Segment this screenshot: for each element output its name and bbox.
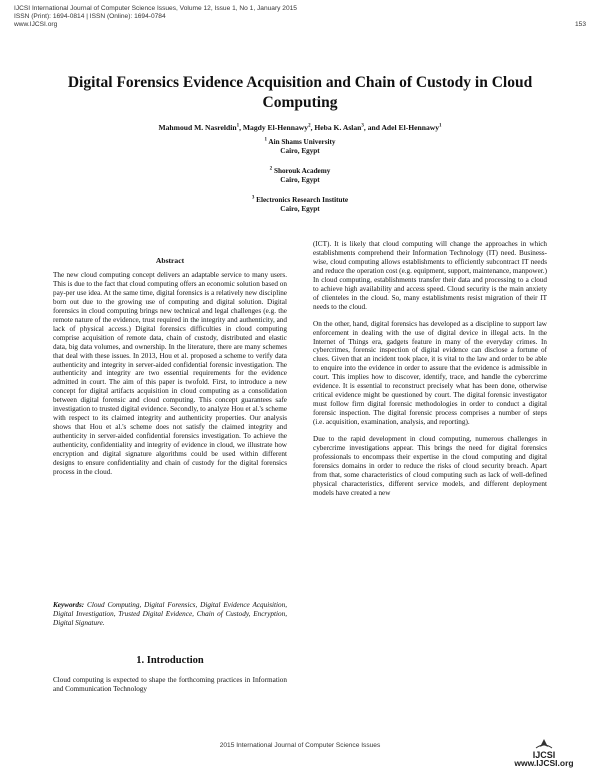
affiliation-name: Electronics Research Institute — [256, 196, 349, 204]
abstract-text: The new cloud computing concept delivers an adaptable service to many users. This is due to the fact that cloud computing offers an economic solution based on pay-per use idea. At the same time, digital forensics is a relatively new discipline born out due to the growing use of computing and digital solution. Digital forensics in cloud computing brings new technical and legal challenges (e.g. the remote nature of the evidence, trust required in the integrity and authenticity, and lack of physical access.) Digital forensics difficulties in cloud computing comprise acquisition of remote data, chain of custody, distributed and elastic data, big data volumes, and ownership. In the literature, there are many schemes that deal with these issues. In 2013, Hou et al. proposed a scheme to verify data authenticity and integrity in server-aided confidential forensic investigation. The authenticity and integrity are two essential requirements for the evidence admitted in court. The aim of this paper is twofold. First, to introduce a new concept for digital artifacts acquisition in cloud computing as a consolidation between digital forensic and cloud computing. This concept guarantees safe investigation to trusted digital evidence. Secondly, to analyze Hou et al.'s scheme with respect to its claimed integrity and authenticity properties. Our analysis shows that Hou et al.'s scheme does not satisfy the claimed integrity and authenticity in server-aided confidential forensics investigation. To achieve the authenticity, confidentiality and integrity of evidence in cloud, we illustrate how encryption and digital signature algorithms could be used within different designs to ensure confidentiality and chain of custody for the digital forensics process in the cloud. — [53, 271, 287, 476]
author-name: Mahmoud M. Nasreldin — [158, 123, 237, 132]
abstract-body — [53, 271, 287, 477]
author-sup: 3 — [361, 123, 364, 129]
affiliation-sup: 3 — [251, 195, 255, 201]
keywords — [53, 601, 287, 628]
affiliation-place: Cairo, Egypt — [280, 176, 320, 184]
affiliation-3 — [150, 196, 450, 214]
page-number: 153 — [574, 21, 586, 28]
body-paragraph: On the other, hand, digital forensics has developed as a discipline to support law enforcement in dealing with the use of digital device in illegal acts. In the Internet of Things era, gadgets feature in many of the everyday crimes. In cybercrimes, forensic inspection of digital evidence can disclose a fortune of clues. Given that an incident took place, it is vital to the law and order to be able to enquire into the evidence in order to assure that the evidence is admissible in court. This implies how to discover, identify, trace, and handle the cybercrime evidence. It is essential to reconstruct precisely what has been done, otherwise critical evidence might be questioned by court. The digital forensic investigator must follow firm digital forensic methodologies in order to conduct a digital forensic inspection. The digital forensic process comprises a number of steps (i.e. acquisition, examination, analysis, and reporting). — [313, 319, 547, 427]
right-column — [313, 240, 547, 498]
ijcsi-logo — [500, 738, 588, 772]
author-list — [40, 123, 560, 132]
affiliation-sup: 2 — [269, 166, 273, 172]
author-sep: , — [239, 123, 243, 132]
author-sup: 2 — [308, 123, 311, 129]
author-sep: , — [310, 123, 315, 132]
author-name: Magdy El-Hennawy — [242, 123, 309, 132]
keywords-label: Keywords: — [53, 601, 85, 609]
page-footer: 2015 International Journal of Computer Science Issues — [219, 742, 381, 749]
author-name: Adel El-Hennawy — [381, 123, 440, 132]
introduction-left — [53, 676, 287, 694]
affiliation-place: Cairo, Egypt — [280, 205, 320, 213]
affiliation-sup: 1 — [264, 137, 267, 143]
affiliation-1 — [150, 138, 450, 156]
header-website: www.IJCSI.org — [14, 21, 58, 29]
ijcsi-logo-mark: IJCSI — [532, 750, 556, 760]
abstract-heading: Abstract — [155, 256, 185, 265]
author-name: Heba K. Aslan — [314, 123, 362, 132]
affiliation-2 — [150, 167, 450, 185]
author-sup: 1 — [439, 123, 442, 129]
header-issn-line: ISSN (Print): 1694-0814 | ISSN (Online): 1694-0784 — [14, 13, 166, 21]
body-paragraph: Due to the rapid development in cloud computing, numerous challenges in cybercrime investigations appear. This brings the need for digital forensics professionals to encompass their expertise in the cloud computing and digital forensics domains in order to reduce the risks of cloud security breach. Apart from that, some characteristics of cloud computing such as lack of well-defined physical characteristics, different service models, and different deployment models have created a new — [313, 435, 547, 497]
ijcsi-logo-icon — [500, 738, 588, 760]
affiliation-name: Ain Shams University — [268, 138, 336, 146]
affiliation-place: Cairo, Egypt — [280, 147, 320, 155]
body-paragraph: (ICT). It is likely that cloud computing will change the approaches in which establishments comprehend their Information Technology (IT) need. Business-wise, cloud computing allows establishments to efficiently subcontract IT needs and reduce the operation cost (e.g. equipment, support, maintenance, manpower.) In cloud computing, establishments transfer their data and processing to a cloud to achieve high availability and access speed. Cloud security is the main anxiety of clienteles in the cloud. So, many establishments resist migration of their IT needs to the cloud. — [313, 240, 547, 311]
author-sup: 1 — [236, 123, 240, 129]
author-sep: , and — [363, 123, 382, 132]
keywords-text: Cloud Computing, Digital Forensics, Digital Evidence Acquisition, Digital Investigation, Trusted Digital Evidence, Chain of Custody, Encryption, Digital Signature. — [53, 601, 288, 627]
ijcsi-logo-url: www.IJCSI.org — [514, 758, 574, 768]
header-journal-line: IJCSI International Journal of Computer Science Issues, Volume 12, Issue 1, No 1, January 2015 — [14, 5, 297, 12]
journal-header — [14, 5, 297, 30]
paper-title: Digital Forensics Evidence Acquisition and Chain of Custody in Cloud Computing — [67, 74, 533, 111]
introduction-text: Cloud computing is expected to shape the forthcoming practices in Information and Communication Technology — [53, 676, 287, 693]
affiliation-name: Shorouk Academy — [273, 167, 331, 175]
section-heading-introduction: 1. Introduction — [136, 655, 204, 666]
